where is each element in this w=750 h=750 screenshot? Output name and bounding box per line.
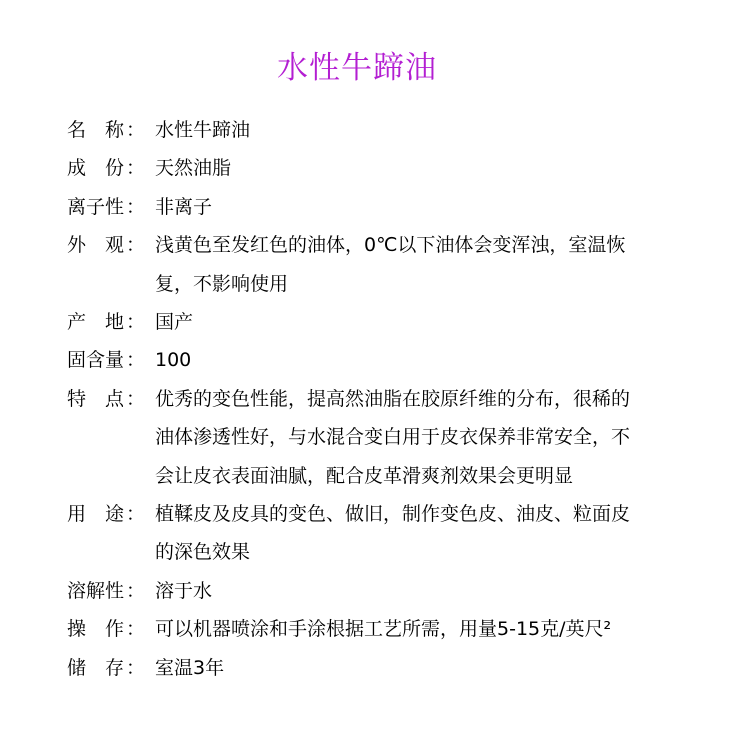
spec-value-line: 水性牛蹄油 xyxy=(155,119,251,141)
spec-value-line: 浅黄色至发红色的油体，0℃以下油体会变浑浊，室温恢 xyxy=(155,234,626,257)
spec-colon: ： xyxy=(126,387,146,410)
spec-value xyxy=(155,341,727,379)
spec-value-line: 复，不影响使用 xyxy=(155,272,289,295)
spec-value-line: 可以机器喷涂和手涂根据工艺所需，用量5-15克/英尺² xyxy=(155,618,612,641)
page-title: 水性牛蹄油 xyxy=(277,50,437,86)
spec-value xyxy=(155,226,727,303)
spec-label xyxy=(67,341,124,379)
spec-label-char: 称 xyxy=(104,119,124,141)
spec-label-char: 观 xyxy=(104,234,124,257)
spec-row-operation xyxy=(67,610,727,648)
spec-label-char: 特 xyxy=(67,387,87,410)
spec-value xyxy=(155,495,727,572)
spec-label-char: 作 xyxy=(104,618,124,641)
spec-colon: ： xyxy=(126,618,146,641)
spec-row-name xyxy=(67,111,727,149)
spec-label-char: 地 xyxy=(104,311,124,334)
spec-label-char: 性 xyxy=(105,195,125,218)
spec-row-ionicity xyxy=(67,188,727,226)
spec-label-char: 用 xyxy=(67,503,87,526)
spec-colon: ： xyxy=(126,119,146,141)
spec-list xyxy=(67,111,727,687)
spec-label xyxy=(67,111,124,149)
spec-colon: ： xyxy=(126,234,146,257)
spec-label-char: 性 xyxy=(105,579,125,602)
spec-value xyxy=(155,572,727,610)
spec-value-line: 会让皮衣表面油腻，配合皮革滑爽剂效果会更明显 xyxy=(155,464,574,487)
spec-label xyxy=(67,149,124,187)
spec-label-char: 储 xyxy=(67,656,87,679)
spec-label-char: 存 xyxy=(104,656,124,679)
spec-label xyxy=(67,303,124,341)
spec-label-char: 份 xyxy=(104,157,124,180)
spec-label-char: 点 xyxy=(104,387,124,410)
spec-value xyxy=(155,149,727,187)
spec-label xyxy=(67,380,124,418)
spec-value-line: 植鞣皮及皮具的变色、做旧，制作变色皮、油皮、粒面皮 xyxy=(155,503,631,526)
spec-value xyxy=(155,610,727,648)
spec-colon: ： xyxy=(126,311,146,334)
spec-colon: ： xyxy=(126,503,146,526)
spec-colon: ： xyxy=(126,195,146,218)
spec-label xyxy=(67,495,124,533)
spec-label xyxy=(67,649,124,687)
spec-label-char: 解 xyxy=(86,579,106,602)
spec-label-char: 外 xyxy=(67,234,87,257)
spec-value xyxy=(155,188,727,226)
spec-label xyxy=(67,572,124,610)
spec-label-char: 含 xyxy=(86,349,106,372)
spec-row-solubility xyxy=(67,572,727,610)
spec-row-ingredients xyxy=(67,149,727,187)
spec-value-line: 优秀的变色性能，提高然油脂在胶原纤维的分布，很稀的 xyxy=(155,387,631,410)
spec-label-char: 量 xyxy=(105,349,125,372)
spec-colon: ： xyxy=(126,349,146,372)
spec-value-line: 油体渗透性好，与水混合变白用于皮衣保养非常安全，不 xyxy=(155,426,631,449)
spec-value-line: 国产 xyxy=(155,311,194,334)
spec-value xyxy=(155,303,727,341)
spec-label-char: 溶 xyxy=(67,579,87,602)
spec-value xyxy=(155,649,727,687)
spec-label-char: 离 xyxy=(67,195,87,218)
spec-value-line: 非离子 xyxy=(155,195,213,218)
spec-row-solid-content xyxy=(67,341,727,379)
spec-label xyxy=(67,610,124,648)
spec-label-char: 名 xyxy=(67,119,87,141)
spec-row-uses xyxy=(67,495,727,572)
spec-colon: ： xyxy=(126,579,146,602)
spec-row-storage xyxy=(67,649,727,687)
spec-value-line: 溶于水 xyxy=(155,579,213,602)
spec-label-char: 固 xyxy=(67,349,87,372)
spec-row-appearance xyxy=(67,226,727,303)
spec-label-char: 产 xyxy=(67,311,87,334)
spec-label-char: 成 xyxy=(67,157,87,180)
spec-row-features xyxy=(67,380,727,495)
spec-value xyxy=(155,380,727,495)
spec-value-line: 天然油脂 xyxy=(155,157,232,180)
spec-colon: ： xyxy=(126,656,146,679)
spec-colon: ： xyxy=(126,157,146,180)
spec-value xyxy=(155,111,727,149)
spec-label-char: 途 xyxy=(104,503,124,526)
spec-label xyxy=(67,188,124,226)
spec-label-char: 操 xyxy=(67,618,87,641)
spec-value-line: 室温3年 xyxy=(155,656,225,679)
spec-value-line: 的深色效果 xyxy=(155,541,251,564)
spec-value-line: 100 xyxy=(155,349,192,372)
spec-label xyxy=(67,226,124,264)
spec-row-origin xyxy=(67,303,727,341)
spec-label-char: 子 xyxy=(86,195,106,218)
